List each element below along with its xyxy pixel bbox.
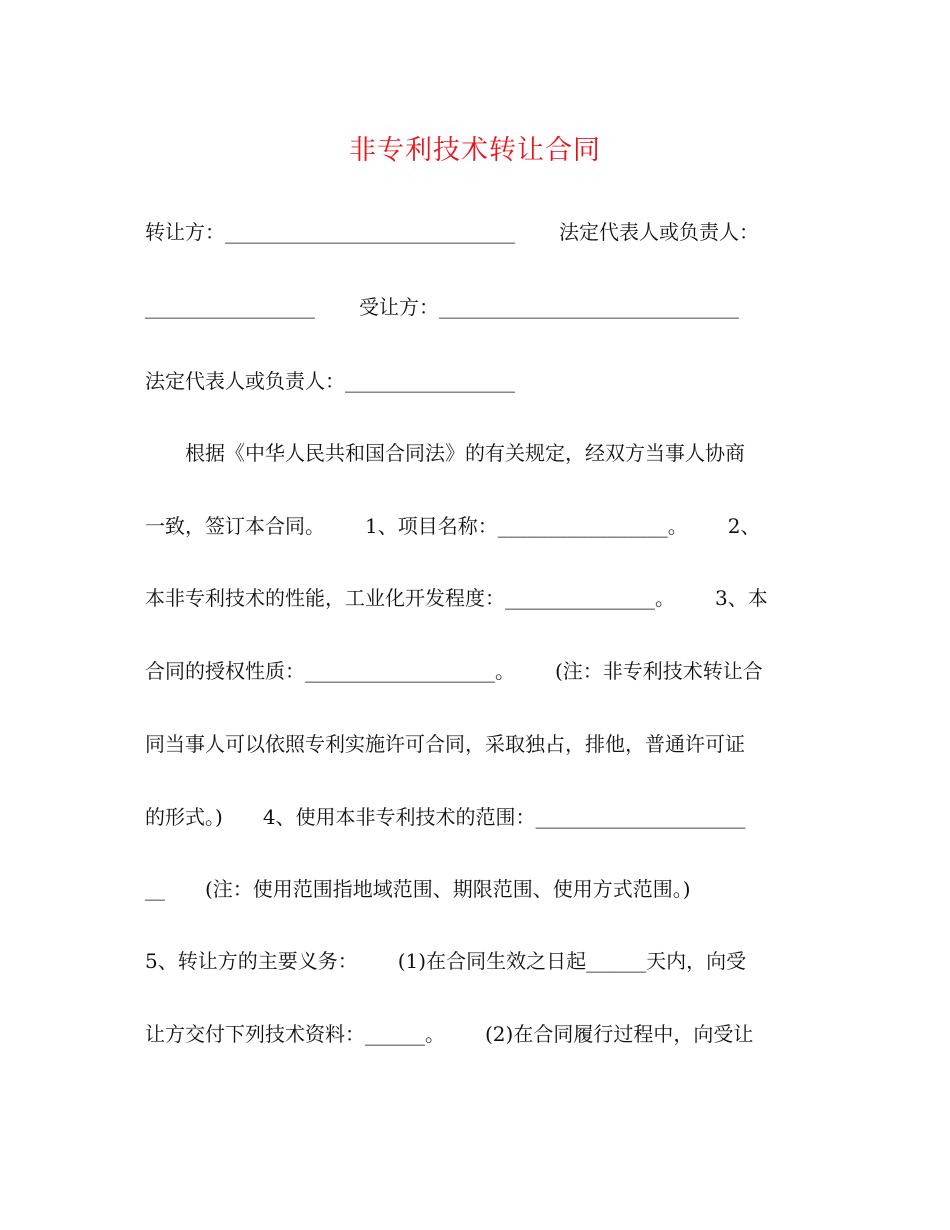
license-nature-field: 合同的授权性质：___________________。 bbox=[145, 659, 515, 683]
body-line bbox=[145, 361, 815, 401]
clause-heading: 5、转让方的主要义务： bbox=[145, 949, 358, 973]
note-text: 的形式。) bbox=[145, 805, 223, 829]
transferee-field: 受让方：______________________________ bbox=[359, 295, 739, 319]
body-line bbox=[145, 869, 815, 909]
usage-scope-field: 4、使用本非专利技术的范围：_____________________ bbox=[262, 805, 746, 829]
body-line bbox=[145, 433, 815, 473]
note-text: 同当事人可以依照专利实施许可合同，采取独占，排他，普通许可证 bbox=[145, 732, 745, 756]
usage-scope-blank: __ bbox=[145, 877, 165, 901]
body-line bbox=[145, 212, 815, 252]
body-line bbox=[145, 1014, 815, 1054]
body-line bbox=[145, 578, 815, 618]
transferee-legal-rep-field: 法定代表人或负责人：_________________ bbox=[145, 369, 515, 393]
project-name-field: 1、项目名称：_________________。 bbox=[365, 514, 688, 538]
preamble-text: 根据《中华人民共和国合同法》的有关规定，经双方当事人协商 bbox=[145, 441, 745, 465]
transferor-field: 转让方：_____________________________ bbox=[145, 220, 515, 244]
legal-rep-blank: _________________ bbox=[145, 295, 315, 319]
note-text: (注：使用范围指地域范围、期限范围、使用方式范围。) bbox=[205, 877, 691, 901]
note-text: (注：非专利技术转让合 bbox=[555, 659, 763, 683]
body-line bbox=[145, 797, 815, 837]
body-text: 一致，签订本合同。 bbox=[145, 514, 325, 538]
tech-materials-field: 让方交付下列技术资料：______。 bbox=[145, 1022, 445, 1046]
body-text: (2)在合同履行过程中，向受让 bbox=[485, 1022, 754, 1046]
body-text: 2、 bbox=[727, 514, 761, 538]
body-line bbox=[145, 941, 815, 981]
delivery-days-field: (1)在合同生效之日起______天内，向受 bbox=[397, 949, 747, 973]
body-line bbox=[145, 651, 815, 691]
body-line bbox=[145, 506, 815, 546]
legal-rep-label: 法定代表人或负责人： bbox=[559, 220, 759, 244]
body-line bbox=[145, 724, 815, 764]
body-text: 3、本 bbox=[715, 586, 768, 610]
document-title: 非专利技术转让合同 bbox=[349, 135, 601, 166]
performance-field: 本非专利技术的性能，工业化开发程度：_______________。 bbox=[145, 586, 675, 610]
body-line bbox=[145, 287, 815, 327]
